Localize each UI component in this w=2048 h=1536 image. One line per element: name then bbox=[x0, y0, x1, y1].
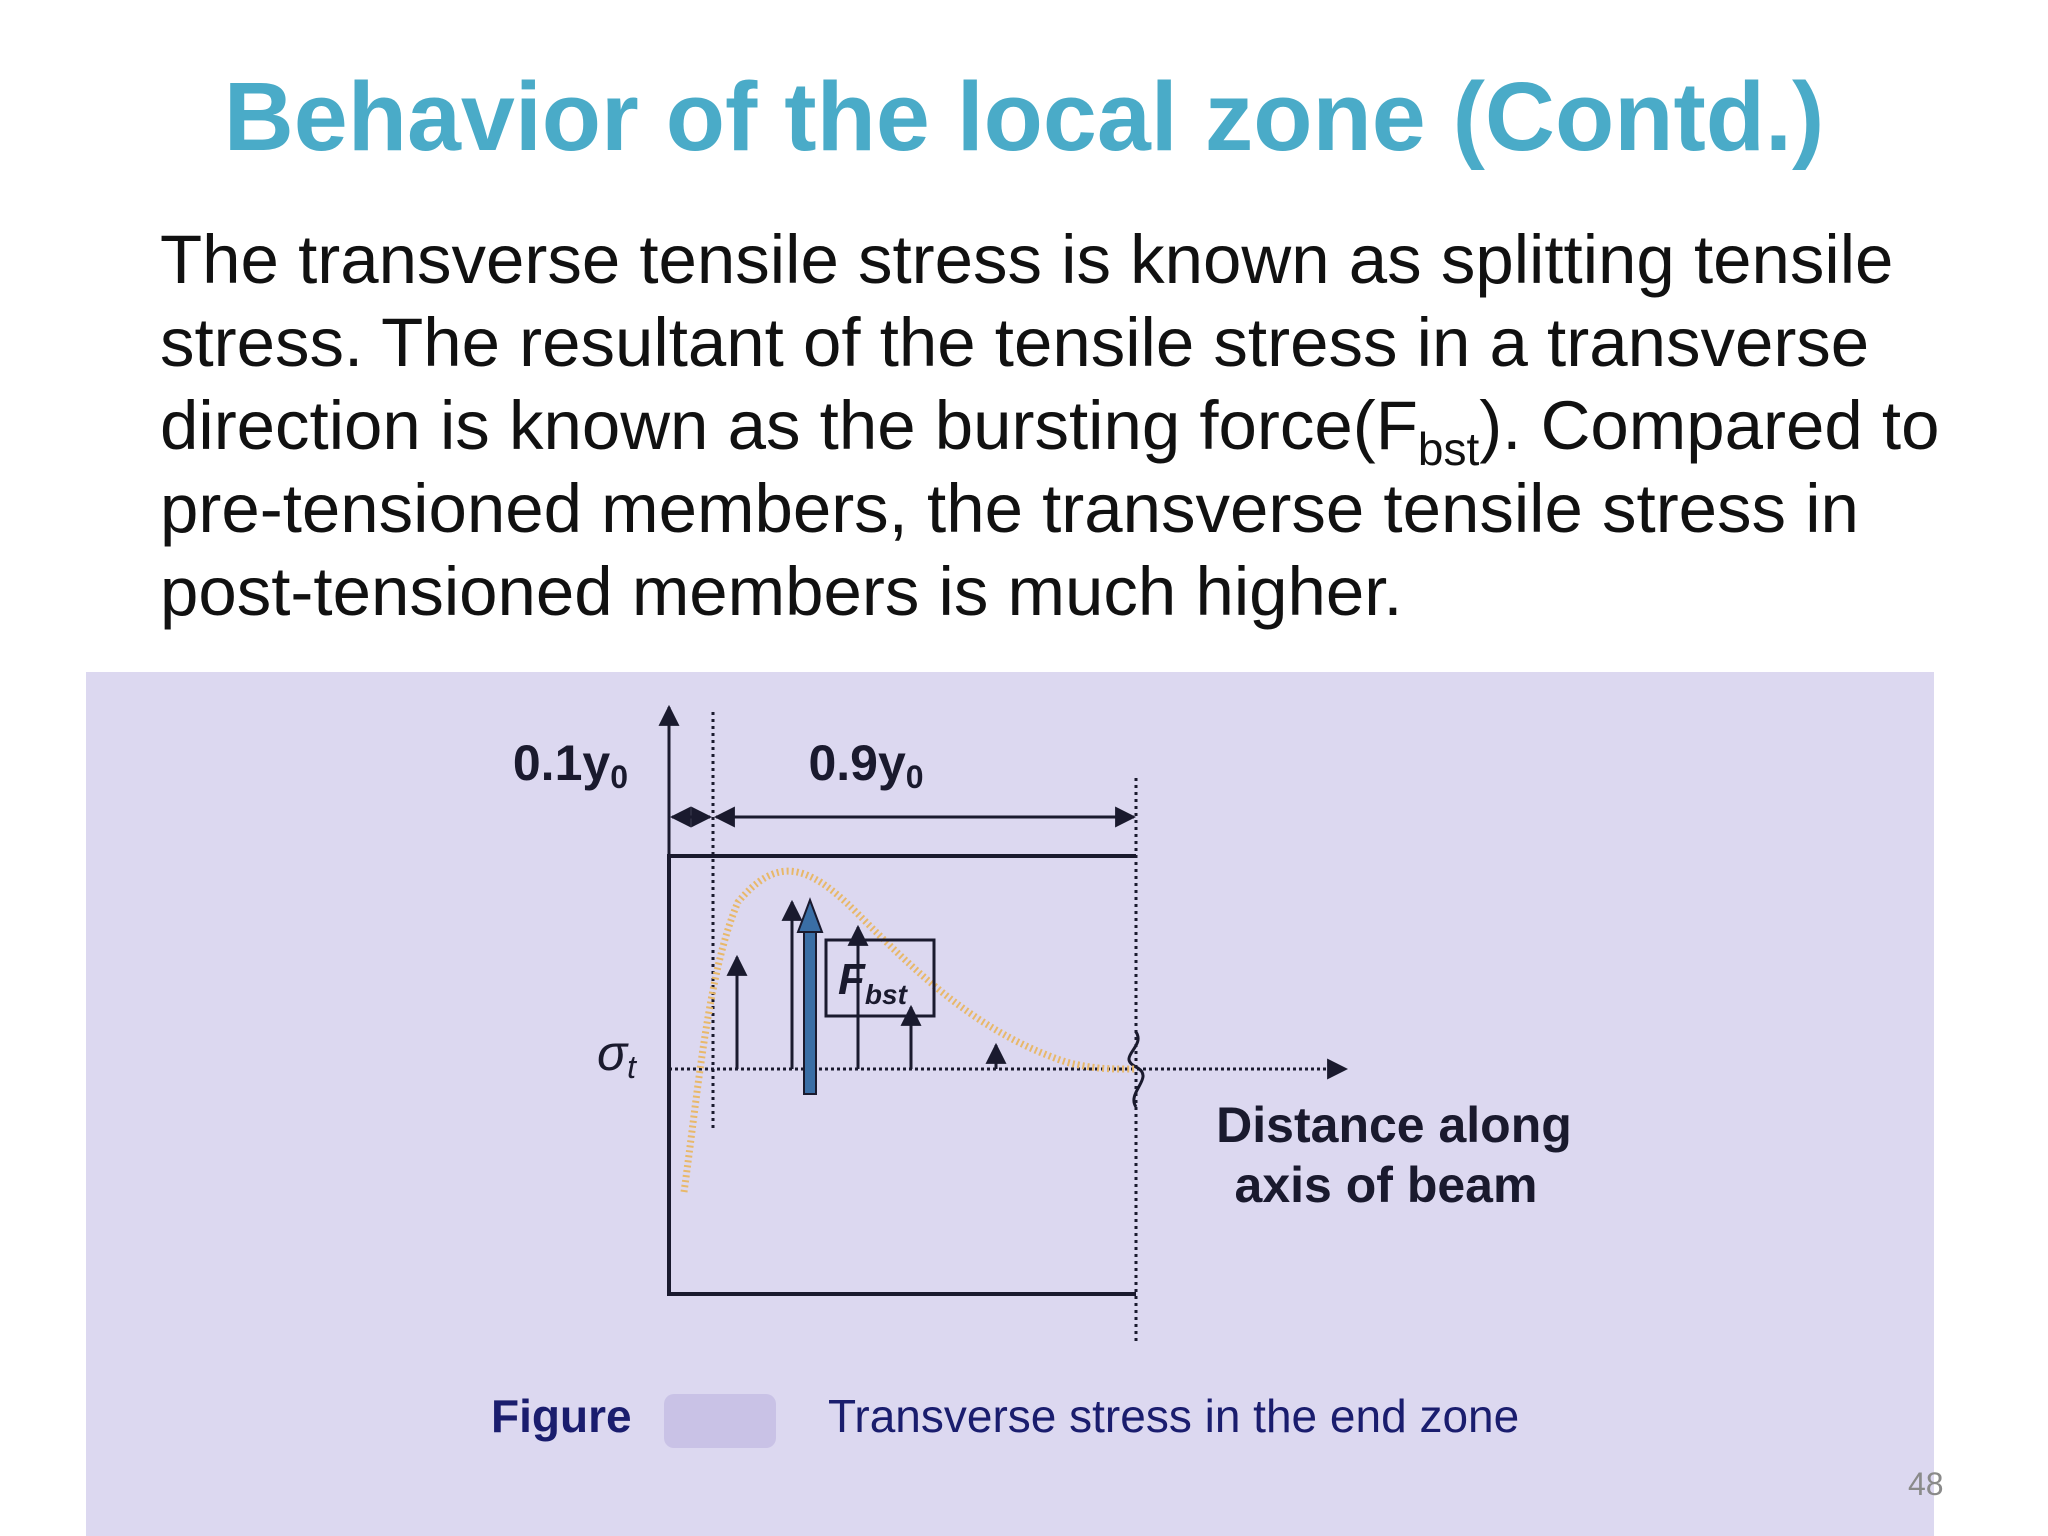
bursting-force-arrow-shaft bbox=[804, 922, 816, 1094]
figure-panel bbox=[86, 672, 1934, 1536]
body-text-part-1: The transverse tensile stress is known as splitting tensile stress. The resultant of the tensile stress in a transverse direction is known as the bursting force(F bbox=[160, 221, 1894, 464]
body-subscript-bst: bst bbox=[1417, 423, 1480, 476]
figure-caption-text: Transverse stress in the end zone bbox=[828, 1390, 1520, 1442]
beam-end-outline bbox=[669, 856, 1136, 1294]
figure-caption-prefix: Figure bbox=[491, 1390, 632, 1442]
axis-label-line-1: Distance along bbox=[1216, 1097, 1572, 1153]
fbst-label: $F_{bst}$ bbox=[838, 955, 907, 1010]
transverse-stress-diagram bbox=[86, 672, 1934, 1536]
sigma-t-label: σt bbox=[596, 1025, 636, 1085]
bursting-force-arrow-head bbox=[798, 900, 822, 932]
slide-title: Behavior of the local zone (Contd.) bbox=[223, 62, 1825, 171]
dimension-label-01y: 0.1y0 bbox=[512, 735, 628, 795]
figure-number-smudge bbox=[664, 1394, 776, 1448]
axis-label-line-2: axis of beam bbox=[1234, 1157, 1538, 1213]
slide-body-text bbox=[160, 218, 1960, 633]
page-number: 48 bbox=[1908, 1466, 1944, 1502]
body-text-part-2: ). Compared to pre-tensioned members, the transverse tensile stress in post-tensioned members is much higher. bbox=[160, 387, 1940, 630]
dimension-label-09y: 0.9y0 bbox=[808, 735, 924, 795]
